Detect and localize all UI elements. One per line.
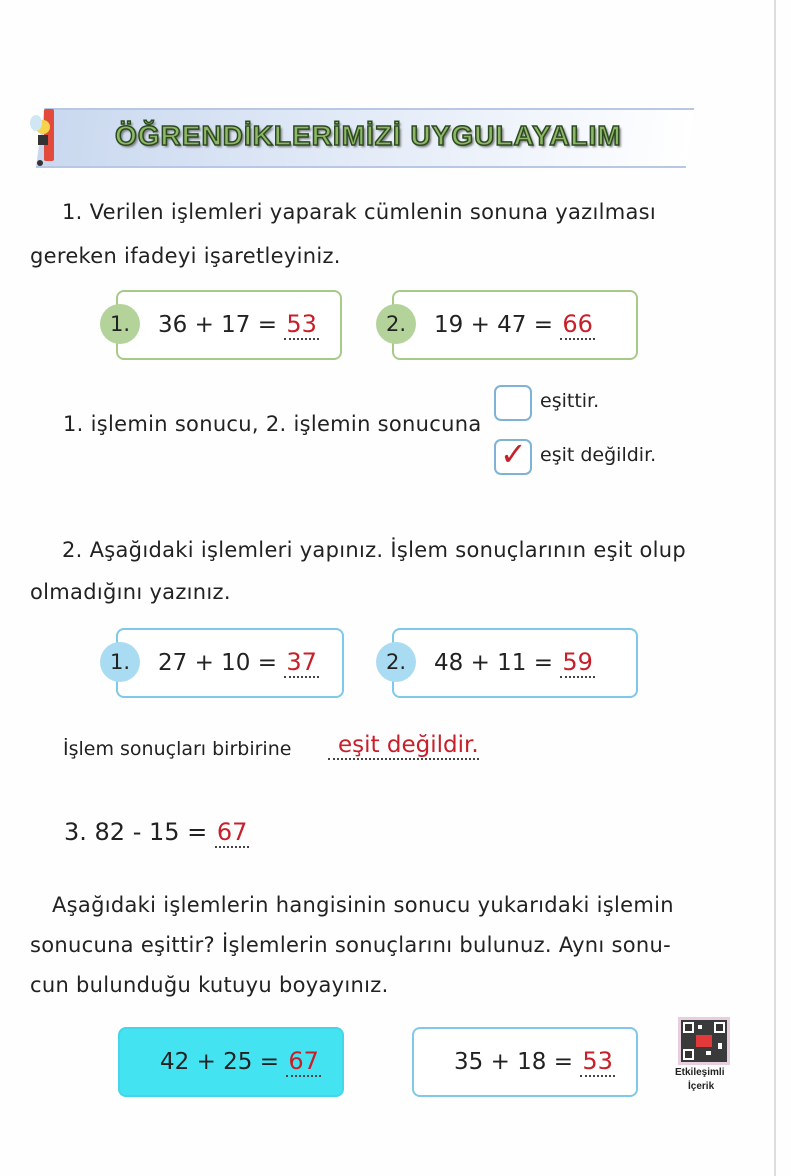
q2-answer: eşit değildir.	[328, 732, 479, 760]
bee-pencil-icon	[28, 105, 68, 173]
answer: 53	[286, 310, 317, 338]
expression: 42 + 25 =	[160, 1049, 280, 1075]
q3-expression: 3. 82 - 15 =	[64, 818, 208, 846]
q2-statement: İşlem sonuçları birbirine	[63, 738, 292, 760]
q1-statement: 1. işlemin sonucu, 2. işlemin sonucuna	[63, 412, 482, 436]
q3-text-3: cun bulunduğu kutuyu boyayınız.	[30, 973, 389, 997]
q3-answer: 67	[216, 818, 248, 846]
q3-text-2: sonucuna eşittir? İşlemlerin sonuçlarını bulunuz. Aynı sonu-	[30, 933, 672, 957]
q1-text-2: gereken ifadeyi işaretleyiniz.	[30, 244, 341, 268]
qr-code-icon[interactable]	[678, 1017, 730, 1065]
check-mark-icon: ✓	[500, 435, 527, 473]
expression: 19 + 47 =	[434, 312, 554, 338]
expression: 35 + 18 =	[454, 1049, 574, 1075]
q3-option-1-painted[interactable]	[118, 1027, 344, 1097]
number-badge: 2.	[376, 642, 416, 682]
q1-operation-2	[385, 290, 638, 360]
expression: 36 + 17 =	[158, 312, 278, 338]
number-badge: 1.	[100, 304, 140, 344]
q2-text-2: olmadığını yazınız.	[30, 580, 231, 604]
answer: 66	[562, 310, 593, 338]
answer: 37	[286, 648, 317, 676]
q1-operation-1	[109, 290, 342, 360]
option-checkbox-equal[interactable]	[494, 385, 532, 421]
q3-option-2[interactable]	[412, 1027, 638, 1097]
number-badge: 2.	[376, 304, 416, 344]
q2-operation-2	[385, 628, 638, 698]
option-checkbox-not-equal[interactable]	[494, 435, 532, 475]
q1-text: 1. Verilen işlemleri yaparak cümlenin sonuna yazılması	[62, 200, 657, 224]
number-badge: 1.	[100, 642, 140, 682]
answer: 59	[562, 648, 593, 676]
q2-text: 2. Aşağıdaki işlemleri yapınız. İşlem sonuçlarının eşit olup	[62, 538, 686, 562]
expression: 48 + 11 =	[434, 650, 554, 676]
expression: 27 + 10 =	[158, 650, 278, 676]
q3-text: Aşağıdaki işlemlerin hangisinin sonucu yukarıdaki işlemin	[52, 893, 674, 917]
page-edge-line	[774, 0, 776, 1176]
qr-label: Etkileşimli	[675, 1067, 725, 1078]
section-title: ÖĞRENDİKLERİMİZİ UYGULAYALIM	[115, 120, 622, 151]
answer: 53	[582, 1047, 613, 1075]
option-label-not-equal: eşit değildir.	[540, 444, 657, 466]
qr-label-2: İçerik	[688, 1081, 715, 1092]
option-label-equal: eşittir.	[540, 390, 600, 412]
q2-operation-1	[109, 628, 344, 698]
answer: 67	[288, 1047, 319, 1075]
